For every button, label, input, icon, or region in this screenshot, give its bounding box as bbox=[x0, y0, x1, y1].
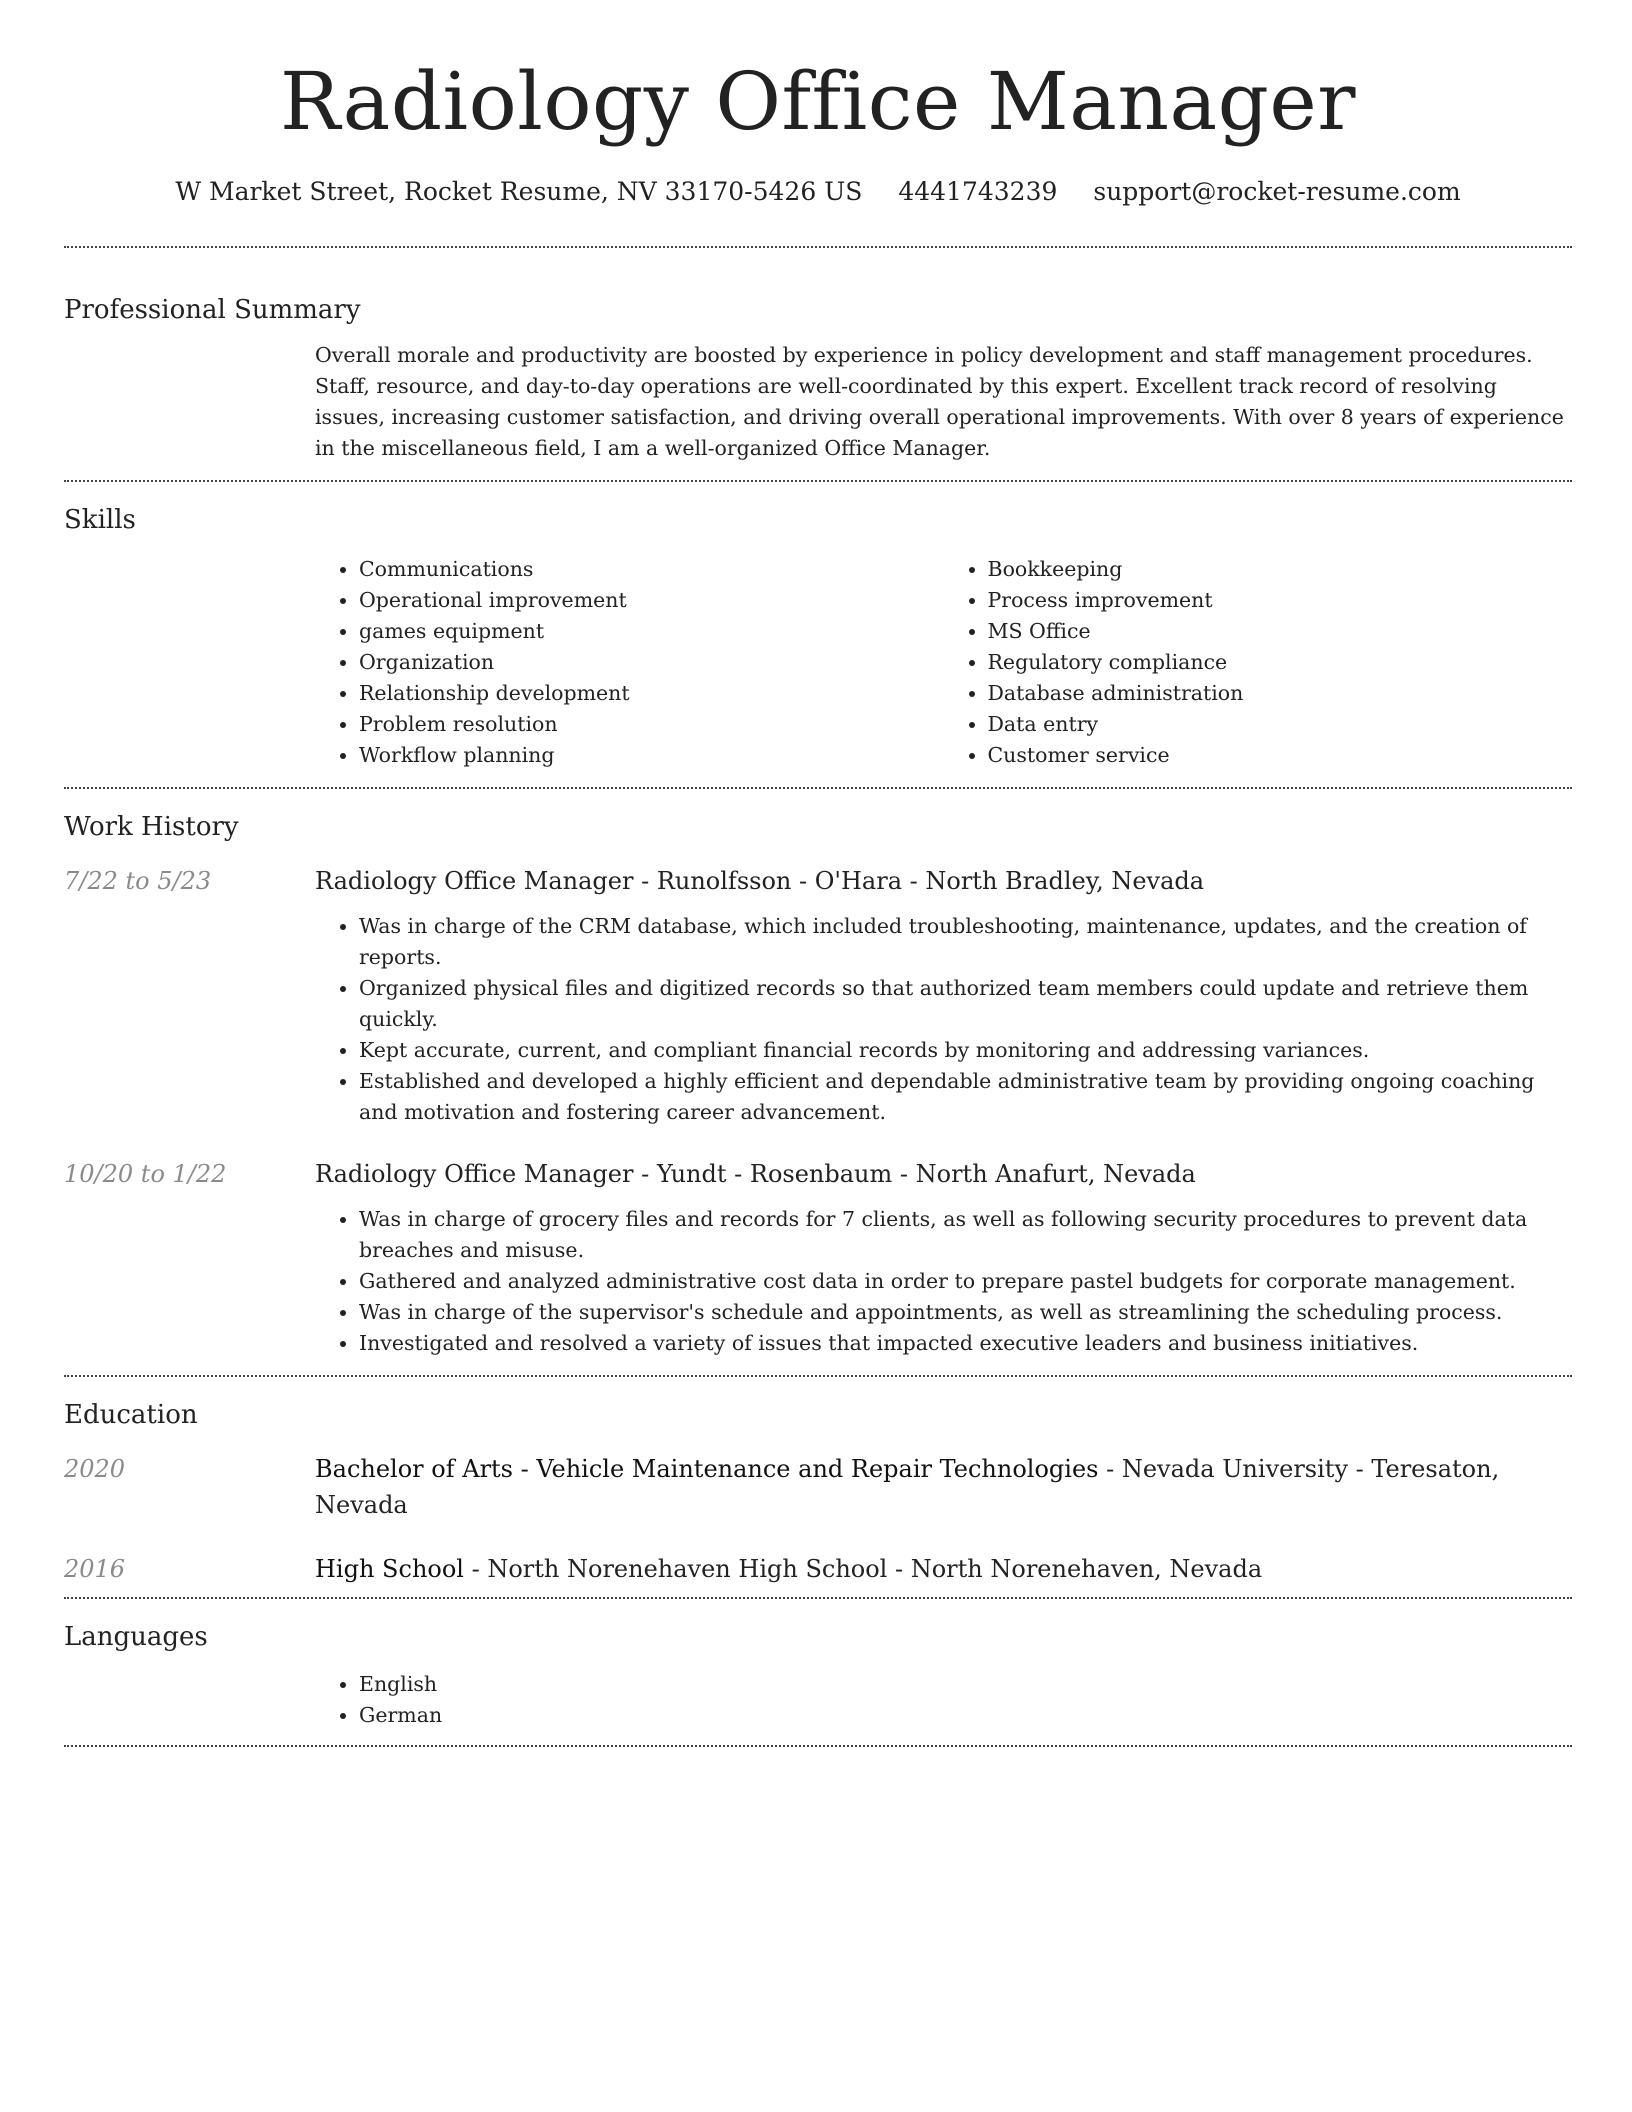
skill-item: • Workflow planning bbox=[359, 740, 944, 771]
job-bullet: • Was in charge of the supervisor's schedule and appointments, as well as streamlining the scheduling process. bbox=[359, 1297, 1572, 1328]
job-bullet: • Established and developed a highly efficient and dependable administrative team by providing ongoing coaching and motivation and fostering career advancement. bbox=[359, 1066, 1572, 1128]
skill-item: • Database administration bbox=[988, 678, 1573, 709]
skills-columns bbox=[315, 554, 1572, 771]
education-section bbox=[64, 1377, 1572, 1597]
skill-item: • Communications bbox=[359, 554, 944, 585]
education-school: - Nevada University - Teresaton, Nevada bbox=[315, 1455, 1500, 1519]
job-bullet: • Was in charge of grocery files and records for 7 clients, as well as following security procedures to prevent data breaches and misuse. bbox=[359, 1204, 1572, 1266]
skill-item: • Data entry bbox=[988, 709, 1573, 740]
education-year: 2016 bbox=[64, 1555, 126, 1583]
skills-list-left bbox=[315, 554, 944, 771]
resume-header bbox=[64, 0, 1572, 210]
contact-address: W Market Street, Rocket Resume, NV 33170-5426 US bbox=[175, 177, 863, 206]
job-dates: 10/20 to 1/22 bbox=[64, 1160, 227, 1188]
job-dates: 7/22 to 5/23 bbox=[64, 867, 212, 895]
education-body bbox=[315, 1451, 1572, 1523]
skill-item: • MS Office bbox=[988, 616, 1573, 647]
job-entry bbox=[64, 1156, 1572, 1359]
education-entry bbox=[64, 1551, 1572, 1587]
skill-item: • Problem resolution bbox=[359, 709, 944, 740]
skills-heading: Skills bbox=[64, 505, 136, 535]
languages-heading: Languages bbox=[64, 1622, 208, 1652]
languages-section bbox=[64, 1599, 1572, 1745]
skill-item: • Operational improvement bbox=[359, 585, 944, 616]
work-history-section bbox=[64, 789, 1572, 1375]
job-body bbox=[315, 863, 1572, 1128]
language-item: • German bbox=[359, 1700, 1572, 1731]
skill-item: • Customer service bbox=[988, 740, 1573, 771]
languages-list-wrap bbox=[315, 1669, 1572, 1731]
skill-item: • Regulatory compliance bbox=[988, 647, 1573, 678]
education-heading-line bbox=[315, 1551, 1572, 1587]
job-entry bbox=[64, 863, 1572, 1128]
resume-page bbox=[64, 0, 1572, 1747]
education-body bbox=[315, 1551, 1572, 1587]
summary-section bbox=[64, 248, 1572, 480]
job-heading: Radiology Office Manager - Runolfsson - O'Hara - North Bradley, Nevada bbox=[315, 867, 1205, 895]
skills-list-right bbox=[944, 554, 1573, 771]
skills-section bbox=[64, 482, 1572, 787]
job-bullet: • Was in charge of the CRM database, which included troubleshooting, maintenance, updates, and the creation of reports. bbox=[359, 911, 1572, 973]
education-entry bbox=[64, 1451, 1572, 1523]
contact-email: support@rocket-resume.com bbox=[1093, 177, 1461, 206]
candidate-name: Radiology Office Manager bbox=[280, 55, 1356, 148]
job-heading: Radiology Office Manager - Yundt - Rosenbaum - North Anafurt, Nevada bbox=[315, 1160, 1196, 1188]
job-bullet: • Organized physical files and digitized records so that authorized team members could update and retrieve them quickly. bbox=[359, 973, 1572, 1035]
work-history-heading: Work History bbox=[64, 812, 239, 842]
skill-item: • games equipment bbox=[359, 616, 944, 647]
skill-item: • Relationship development bbox=[359, 678, 944, 709]
contact-phone: 4441743239 bbox=[898, 177, 1058, 206]
education-degree: High School bbox=[315, 1555, 464, 1583]
language-item: • English bbox=[359, 1669, 1572, 1700]
skill-item: • Bookkeeping bbox=[988, 554, 1573, 585]
education-degree: Bachelor of Arts - Vehicle Maintenance and Repair Technologies bbox=[315, 1455, 1099, 1483]
section-divider bbox=[64, 1745, 1572, 1747]
job-bullet: • Investigated and resolved a variety of issues that impacted executive leaders and business initiatives. bbox=[359, 1328, 1572, 1359]
summary-text: Overall morale and productivity are boosted by experience in policy development and staff management procedures. Staff, resource, and day-to-day operations are well-coordinated by this expert. Excellent track record of resolving issues, increasing customer satisfaction, and driving overall operational improvements. With over 8 years of experience in the miscellaneous field, I am a well-organized Office Manager. bbox=[315, 343, 1564, 460]
education-school: - North Norenehaven High School - North Norenehaven, Nevada bbox=[463, 1555, 1263, 1583]
job-bullets bbox=[315, 911, 1572, 1128]
job-bullet: • Gathered and analyzed administrative cost data in order to prepare pastel budgets for corporate management. bbox=[359, 1266, 1572, 1297]
summary-heading: Professional Summary bbox=[64, 295, 361, 325]
skill-item: • Organization bbox=[359, 647, 944, 678]
contact-line bbox=[64, 174, 1572, 210]
job-bullet: • Kept accurate, current, and compliant financial records by monitoring and addressing variances. bbox=[359, 1035, 1572, 1066]
job-bullets bbox=[315, 1204, 1572, 1359]
education-heading-line bbox=[315, 1451, 1572, 1523]
languages-list bbox=[315, 1669, 1572, 1731]
job-body bbox=[315, 1156, 1572, 1359]
skill-item: • Process improvement bbox=[988, 585, 1573, 616]
education-year: 2020 bbox=[64, 1455, 126, 1483]
education-heading: Education bbox=[64, 1400, 198, 1430]
